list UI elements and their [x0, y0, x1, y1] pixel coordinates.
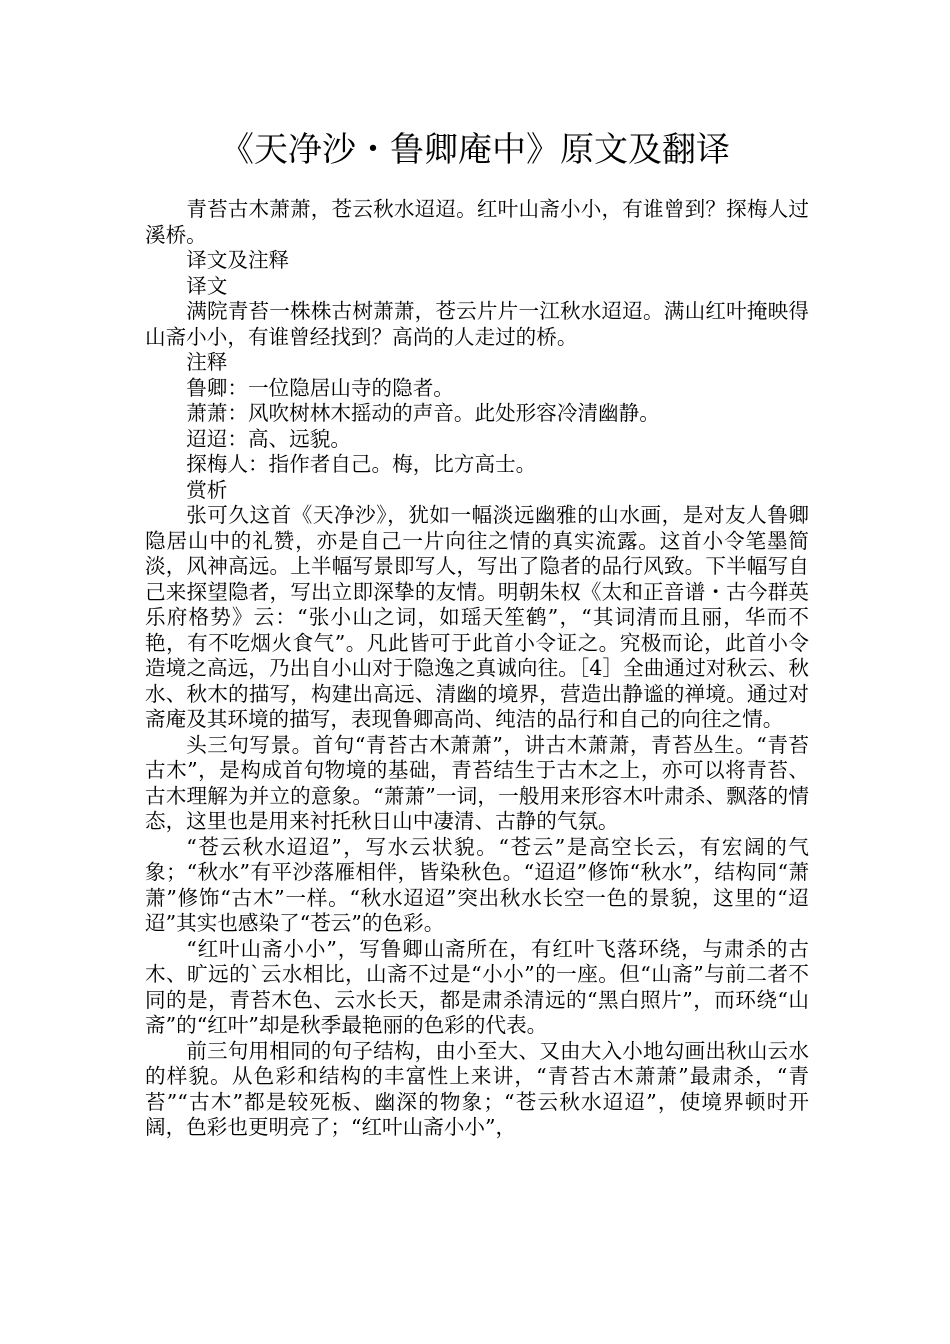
section-heading-translation: 译文 [186, 273, 228, 298]
poem-text: 青苔古木萧萧，苍云秋水迢迢。红叶山斋小小，有谁曾到？探梅人过溪桥。 [145, 197, 809, 247]
translation-text: 满院青苔一株株古树萧萧，苍云片片一江秋水迢迢。满山红叶掩映得山斋小小，有谁曾经找到？高尚的人走过的桥。 [145, 299, 809, 349]
note-item: 迢迢：高、远貌。 [186, 426, 351, 451]
appreciation-paragraph: 前三句用相同的句子结构，由小至大、又由大入小地勾画出秋山云水的样貌。从色彩和结构的丰富性上来讲，“青苔古木萧萧”最肃杀，“青苔”“古木”都是较死板、幽深的物象；“苍云秋水迢迢”，使境界顿时开阔，色彩也更明亮了；“红叶山斋小小”， [145, 1038, 809, 1139]
appreciation-paragraph: 张可久这首《天净沙》，犹如一幅淡远幽雅的山水画，是对友人鲁卿隐居山中的礼赞，亦是自己一片向往之情的真实流露。这首小令笔墨简淡，风神高远。上半幅写景即写人，写出了隐者的品行风致。下半幅写自己来探望隐者，写出立即深挚的友情。明朝朱权《太和正音谱・古今群英乐府格势》云：“张小山之词，如瑶天笙鹤”，“其词清而且丽，华而不艳，有不吃烟火食气”。凡此皆可于此首小令证之。究极而论，此首小令造境之高远，乃出自小山对于隐逸之真诚向往。［4］全曲通过对秋云、秋水、秋木的描写，构建出高远、清幽的境界，营造出静谧的禅境。通过对斋庵及其环境的描写，表现鲁卿高尚、纯洁的品行和自己的向往之情。 [145, 503, 809, 731]
appreciation-paragraph: 头三句写景。首句“青苔古木萧萧”，讲古木萧萧，青苔丛生。“青苔古木”，是构成首句物境的基础，青苔结生于古木之上，亦可以将青苔、古木理解为并立的意象。“萧萧”一词，一般用来形容木叶肃杀、飘落的情态，这里也是用来衬托秋日山中凄清、古静的气氛。 [145, 732, 809, 833]
section-heading-translation-notes: 译文及注释 [186, 248, 290, 272]
note-item: 萧萧：风吹树林木摇动的声音。此处形容冷清幽静。 [186, 401, 660, 425]
appreciation-paragraph: “红叶山斋小小”，写鲁卿山斋所在，有红叶飞落环绕，与肃杀的古木、旷远的`云水相比，山斋不过是“小小”的一座。但“山斋”与前二者不同的是，青苔木色、云水长天，都是肃杀清远的“黑白照片”，而环绕“山斋”的“红叶”却是秋季最艳丽的色彩的代表。 [145, 936, 809, 1037]
section-heading-notes: 注释 [186, 350, 228, 374]
note-item: 探梅人：指作者自己。梅，比方高士。 [186, 452, 537, 476]
document-title: 《天净沙・鲁卿庵中》原文及翻译 [220, 130, 730, 170]
document-body [145, 197, 809, 1141]
appreciation-paragraph: “苍云秋水迢迢”，写水云状貌。“苍云”是高空长云，有宏阔的气象；“秋水”有平沙落雁相伴，皆染秋色。“迢迢”修饰“秋水”，结构同“萧萧”修饰“古木”一样。“秋水迢迢”突出秋水长空一色的景貌，这里的“迢迢”其实也感染了“苍云”的色彩。 [145, 834, 809, 935]
note-item: 鲁卿：一位隐居山寺的隐者。 [186, 375, 454, 400]
section-heading-appreciation: 赏析 [186, 477, 228, 502]
